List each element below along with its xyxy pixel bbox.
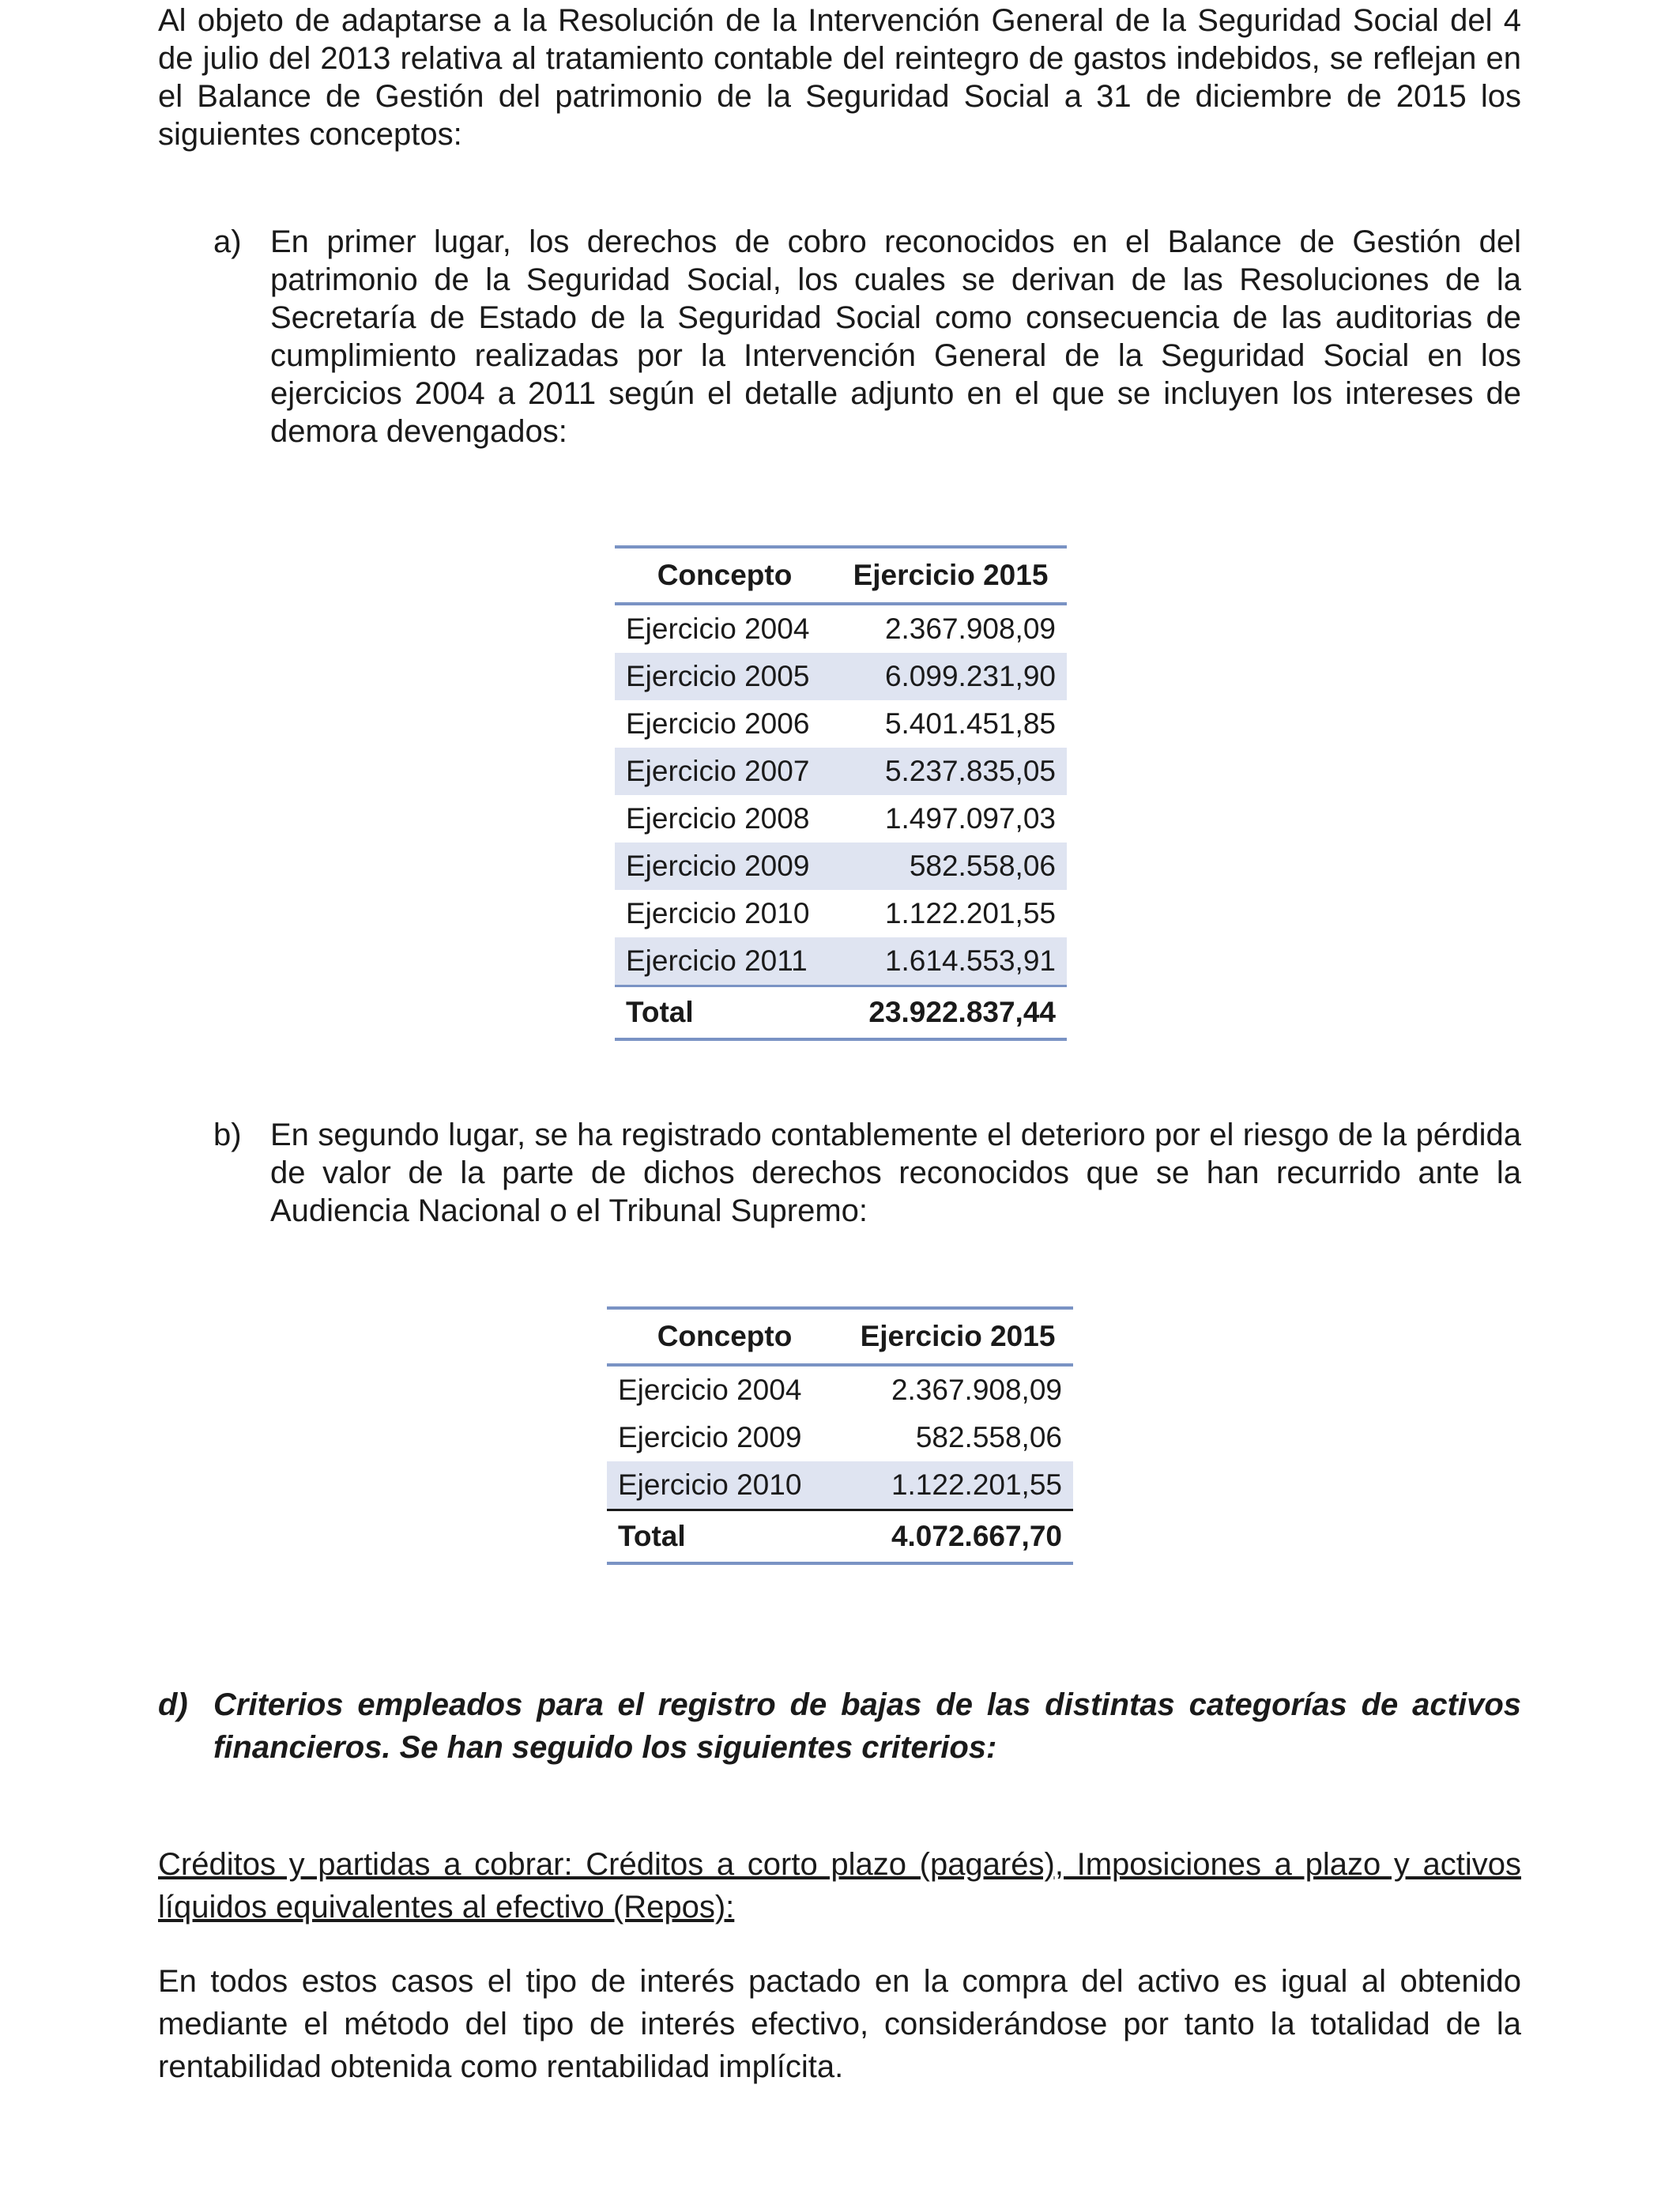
table-total-row: [615, 986, 1067, 1040]
row-label: Ejercicio 2009: [618, 1421, 802, 1453]
row-value: 1.122.201,55: [884, 897, 1056, 929]
row-value: 1.614.553,91: [834, 937, 1067, 986]
table-header-row: [607, 1308, 1073, 1365]
list-item-a: [213, 223, 1521, 450]
final-paragraph: En todos estos casos el tipo de interés pactado en la compra del activo es igual al obtenido mediante el método del tipo de interés efectivo, considerándose por tanto la totalidad de la rentabilidad obtenida como rentabilidad implícita.: [158, 1964, 1521, 2084]
row-label: Ejercicio 2004: [618, 1374, 802, 1406]
total-value: 23.922.837,44: [834, 986, 1067, 1040]
total-label: Total: [607, 1510, 842, 1564]
table-row: [607, 1461, 1073, 1510]
table-row: [615, 890, 1067, 937]
section-d-text: Criterios empleados para el registro de bajas de las distintas categorías de activos financieros. Se han seguido los siguientes criterios:: [213, 1687, 1521, 1765]
subheading-creditos: Créditos y partidas a cobrar: Créditos a corto plazo (pagarés), Imposiciones a plazo y activos líquidos equivalentes al efectivo (Repos):: [158, 1847, 1521, 1924]
total-value: 4.072.667,70: [842, 1510, 1073, 1564]
row-label: Ejercicio 2010: [607, 1461, 842, 1510]
section-d-marker: d): [158, 1687, 188, 1722]
table-total-row: [607, 1510, 1073, 1564]
list-text-b: En segundo lugar, se ha registrado contablemente el deterioro por el riesgo de la pérdida de valor de la parte de dichos derechos reconocidos que se han recurrido ante la Audiencia Nacional o el Tribunal Supremo:: [270, 1118, 1521, 1228]
column-header-ejercicio: Ejercicio 2015: [842, 1308, 1073, 1365]
row-label: Ejercicio 2005: [615, 653, 834, 700]
table-row: [615, 653, 1067, 700]
row-label: Ejercicio 2006: [626, 707, 810, 740]
row-value: 2.367.908,09: [891, 1374, 1062, 1406]
row-value: 582.558,06: [834, 843, 1067, 890]
row-label: Ejercicio 2010: [626, 897, 810, 929]
table-row: [615, 843, 1067, 890]
list-text-a: En primer lugar, los derechos de cobro reconocidos en el Balance de Gestión del patrimonio de la Seguridad Social, los cuales se derivan de las Resoluciones de la Secretaría de Estado de la Seguridad Social como consecuencia de las auditorias de cumplimiento realizadas por la Intervención General de la Seguridad Social en los ejercicios 2004 a 2011 según el detalle adjunto en el que se incluyen los intereses de demora devengados:: [270, 224, 1521, 449]
table-row: [615, 604, 1067, 653]
table-row: [607, 1365, 1073, 1414]
column-header-concepto: Concepto: [615, 547, 834, 604]
intro-paragraph: Al objeto de adaptarse a la Resolución de la Intervención General de la Seguridad Social del 4 de julio del 2013 relativa al tratamiento contable del reintegro de gastos indebidos, se reflejan en el Balance de Gestión del patrimonio de la Seguridad Social a 31 de diciembre de 2015 los siguientes conceptos:: [158, 3, 1521, 152]
row-value: 582.558,06: [915, 1421, 1062, 1453]
row-value: 6.099.231,90: [834, 653, 1067, 700]
row-label: Ejercicio 2011: [615, 937, 834, 986]
section-d-heading: [158, 1683, 1521, 1769]
table-row: [615, 748, 1067, 795]
row-label: Ejercicio 2007: [615, 748, 834, 795]
column-header-ejercicio: Ejercicio 2015: [834, 547, 1067, 604]
row-value: 5.401.451,85: [884, 707, 1056, 740]
table-row: [607, 1414, 1073, 1461]
table-derechos-cobro: [615, 545, 1067, 1041]
list-item-b: [213, 1116, 1521, 1230]
row-value: 1.497.097,03: [884, 802, 1056, 835]
list-marker-a: a): [213, 224, 242, 259]
table-deterioro: [607, 1306, 1073, 1565]
row-value: 5.237.835,05: [834, 748, 1067, 795]
table-row: [615, 937, 1067, 986]
row-label: Ejercicio 2004: [626, 613, 810, 645]
list-marker-b: b): [213, 1118, 242, 1152]
table-row: [615, 795, 1067, 843]
row-value: 2.367.908,09: [884, 613, 1056, 645]
row-label: Ejercicio 2008: [626, 802, 810, 835]
row-value: 1.122.201,55: [842, 1461, 1073, 1510]
total-label: Total: [615, 986, 834, 1040]
table-header-row: [615, 547, 1067, 604]
row-label: Ejercicio 2009: [615, 843, 834, 890]
column-header-concepto: Concepto: [607, 1308, 842, 1365]
table-row: [615, 700, 1067, 748]
